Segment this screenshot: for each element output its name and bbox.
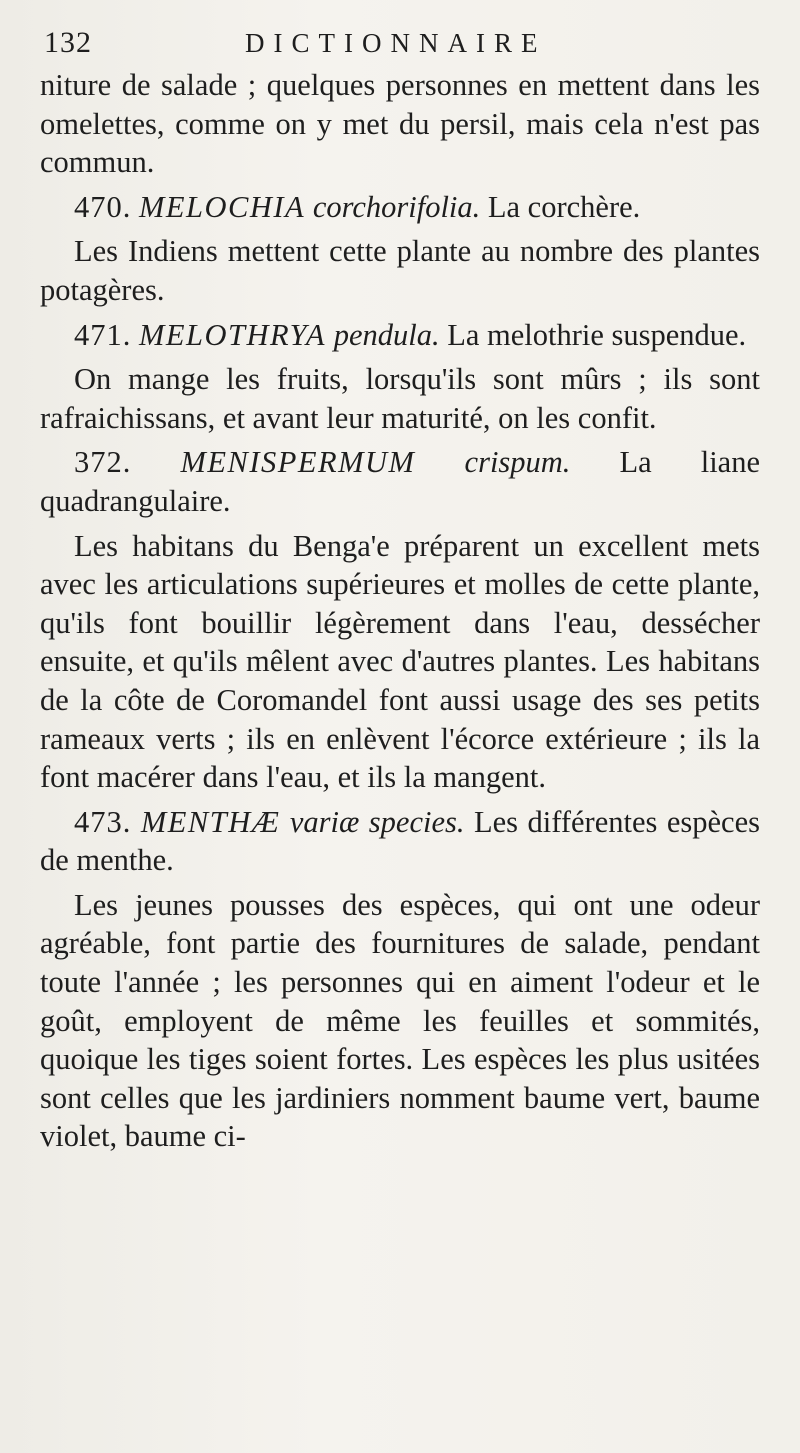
entry-471-description: On mange les fruits, lorsqu'ils sont mûrs ; ils sont rafraichissans, et avant leur maturité, on les confit. bbox=[40, 362, 760, 435]
species-name: crispum. bbox=[464, 445, 571, 480]
entry-473-description: Les jeunes pousses des espèces, qui ont une odeur agréable, font partie des fournitures de salade, pendant toute l'année ; les personnes qui en aiment l'odeur et le goût, employent de même les feuilles et sommités, quoique les tiges soient fortes. Les espèces les plus usitées sont celles que les jardiniers nomment baume vert, baume violet, baume ci- bbox=[40, 887, 760, 1154]
entry-473-heading bbox=[40, 803, 760, 880]
running-title: DICTIONNAIRE bbox=[245, 28, 547, 58]
entry-470-description: Les Indiens mettent cette plante au nombre des plantes potagères. bbox=[40, 234, 760, 307]
species-name: variæ species. bbox=[289, 804, 465, 839]
entry-number: 471. bbox=[74, 317, 132, 352]
entry-471-heading bbox=[40, 316, 760, 355]
entry-472-description: Les habitans du Benga'e préparent un excellent mets avec les articulations supérieures et molles de cette plante, qu'ils font bouillir légèrement dans l'eau, dessécher ensuite, et qu'ils mêlent avec d'autres plantes. Les habitans de la côte de Coromandel font aussi usage des ses petits rameaux verts ; ils en enlèvent l'écorce extérieure ; ils la font macérer dans l'eau, et ils la mangent. bbox=[40, 528, 760, 795]
genus-name: MELOCHIA bbox=[139, 189, 306, 224]
page-header bbox=[40, 22, 780, 62]
common-name: La melothrie suspendue. bbox=[447, 317, 747, 352]
species-name: pendula. bbox=[333, 317, 440, 352]
genus-name: MENISPERMUM bbox=[180, 445, 416, 480]
common-name: La liane quadrangulaire. bbox=[40, 445, 760, 518]
entry-472-heading bbox=[40, 443, 760, 520]
entry-number: 470. bbox=[74, 189, 132, 224]
entry-470-heading bbox=[40, 188, 760, 227]
common-name: La corchère. bbox=[487, 189, 641, 224]
page-body bbox=[40, 66, 760, 1156]
entry-number: 473. bbox=[74, 804, 132, 839]
common-name: Les différentes espèces de menthe. bbox=[40, 804, 760, 878]
entry-number: 372. bbox=[74, 445, 132, 480]
paragraph-continued: niture de salade ; quelques personnes en mettent dans les omelettes, comme on y met du persil, mais cela n'est pas commun. bbox=[40, 68, 760, 180]
genus-name: MELOTHRYA bbox=[139, 317, 327, 352]
page-number: 132 bbox=[44, 26, 92, 59]
genus-name: MENTHÆ bbox=[140, 804, 281, 839]
species-name: corchorifolia. bbox=[312, 189, 481, 224]
